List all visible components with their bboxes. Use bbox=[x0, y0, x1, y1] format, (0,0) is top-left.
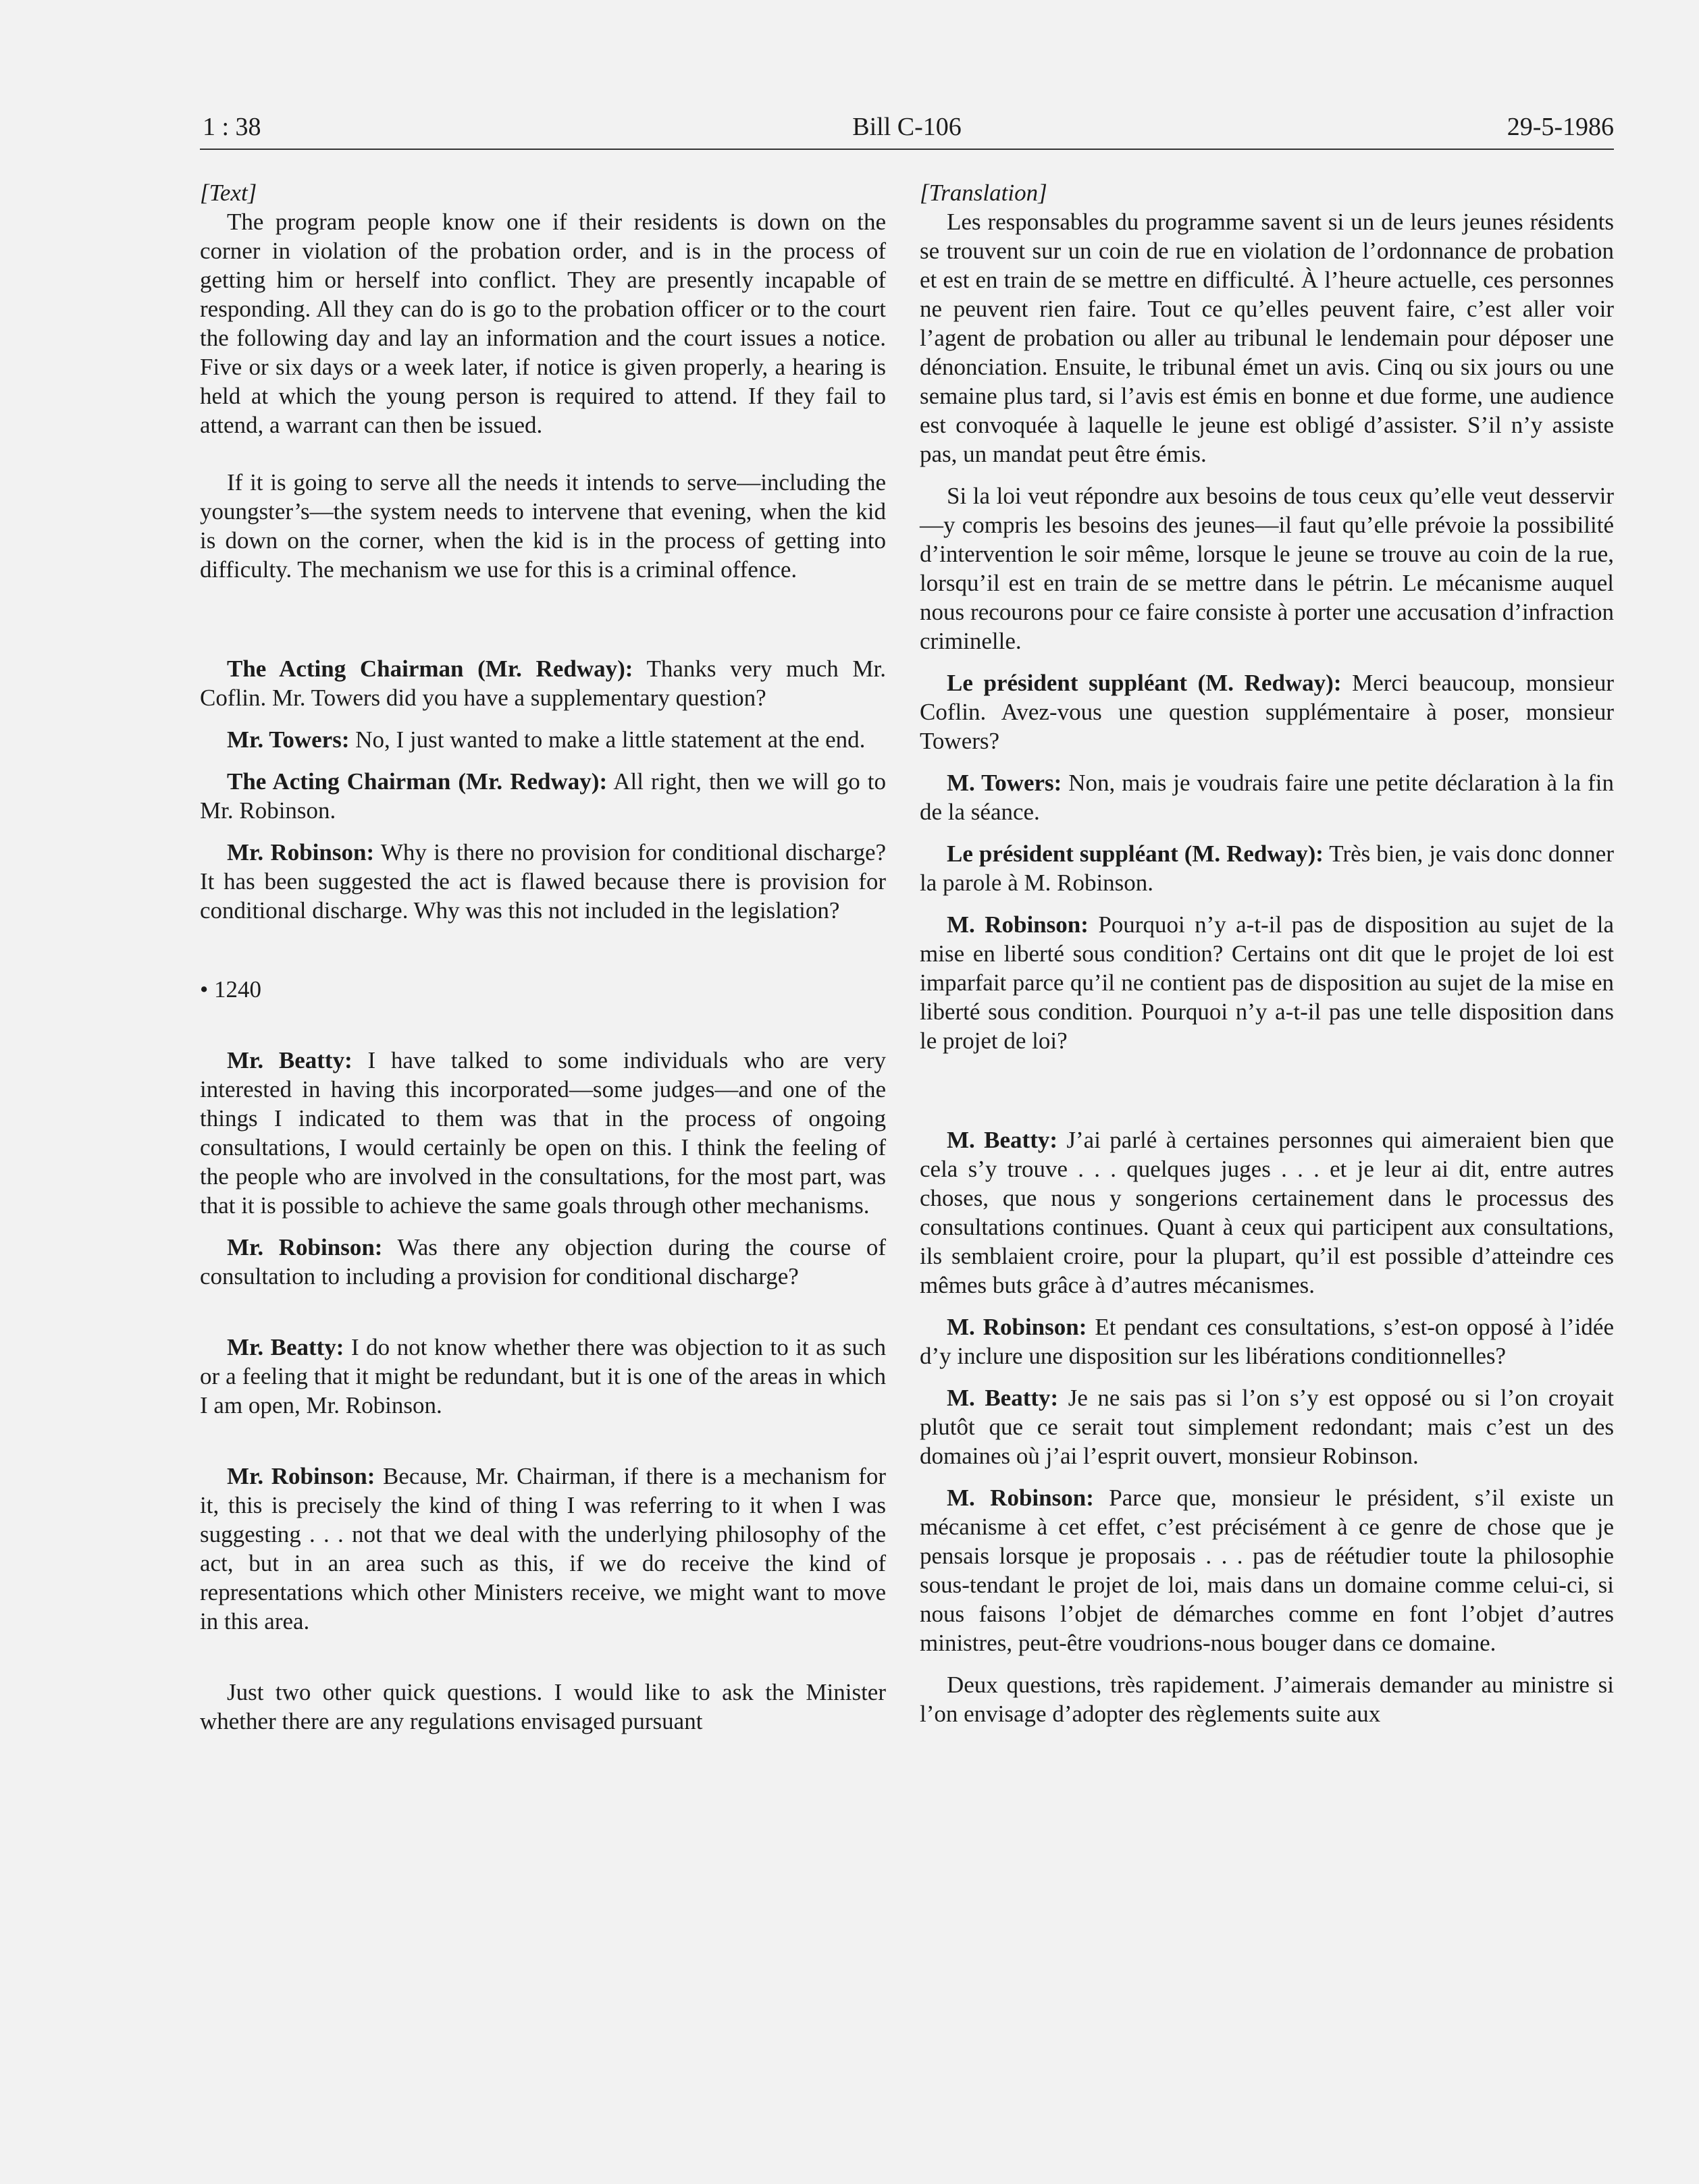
speech bbox=[920, 768, 1614, 826]
speaker-name: M. Robinson: bbox=[947, 1314, 1087, 1340]
speaker-name: Mr. Beatty: bbox=[227, 1047, 352, 1073]
speech bbox=[920, 910, 1614, 1055]
speech-text: Pourquoi n’y a-t-il pas de disposition au sujet de la mise en liberté sous condition? Certains ont dit que le projet de loi est imparfait parce qu’il ne contient pas de disposition au sujet de la mise en liberté sous condition. Pourquoi n’y a-t-il pas une telle disposition dans le projet de loi? bbox=[920, 911, 1614, 1054]
speech bbox=[200, 767, 886, 825]
text-label: [Text] bbox=[200, 180, 257, 206]
speech bbox=[200, 1333, 886, 1420]
speech-text: Because, Mr. Chairman, if there is a mechanism for it, this is precisely the kind of thing I was referring to it when I was suggesting . . . not that we deal with the underlying philosophy of the act, but in an area such as this, if we do receive the kind of representations which other Ministers receive, we might want to move in this area. bbox=[200, 1463, 886, 1634]
english-column bbox=[200, 174, 886, 1736]
speech-text: I have talked to some individuals who are very interested in having this incorporated—some judges—and one of the things I indicated to them was that in the process of ongoing consultations, I would certainly be open on this. I think the feeling of the people who are involved in the consultations, for the most part, was that it is possible to achieve the same goals through other mechanisms. bbox=[200, 1047, 886, 1219]
speech-text: Très bien, je vais donc donner la parole à M. Robinson. bbox=[920, 841, 1614, 896]
speaker-name: M. Beatty: bbox=[947, 1385, 1059, 1411]
bill-title: Bill C-106 bbox=[852, 113, 962, 141]
speaker-name: Le président suppléant (M. Redway): bbox=[947, 670, 1342, 696]
header-date: 29-5-1986 bbox=[1507, 113, 1614, 141]
speaker-name: Mr. Beatty: bbox=[227, 1334, 344, 1360]
speech bbox=[920, 839, 1614, 897]
speech-text: J’ai parlé à certaines personnes qui aimeraient bien que cela s’y trouve . . . quelques juges . . . et je leur ai dit, entre autres choses, que nous y songerions certainement dans le processus des consultations continues. Quant à ceux qui participent aux consultations, ils semblaient croire, pour la plupart, qu’il est possible d’atteindre ces mêmes buts grâce à d’autres mécanismes. bbox=[920, 1127, 1614, 1298]
page-header bbox=[200, 107, 1614, 150]
speech-text: Thanks very much Mr. Coflin. Mr. Towers did you have a supplementary question? bbox=[200, 656, 886, 711]
speech bbox=[200, 1233, 886, 1291]
speech-text: I do not know whether there was objection to it as such or a feeling that it might be redundant, but it is one of the areas in which I am open, Mr. Robinson. bbox=[200, 1334, 887, 1418]
speech bbox=[200, 654, 886, 712]
speech-text: All right, then we will go to Mr. Robinson. bbox=[200, 768, 886, 824]
paragraph: The program people know one if their residents is down on the corner in violation of the probation order, and is in the process of getting him or herself into conflict. They are presently incapable of responding. All they can do is go to the probation officer or to the court the following day and lay an information and the court issues a notice. Five or six days or a week later, if notice is given properly, a hearing is held at which the young person is required to attend. If they fail to attend, a warrant can then be issued. bbox=[200, 209, 886, 438]
speech-text: No, I just wanted to make a little statement at the end. bbox=[349, 726, 866, 753]
speech bbox=[920, 668, 1614, 755]
translation-label: [Translation] bbox=[920, 180, 1047, 206]
speech bbox=[200, 725, 886, 754]
speaker-name: M. Robinson: bbox=[947, 911, 1089, 938]
speaker-name: Mr. Robinson: bbox=[227, 1463, 375, 1489]
speech-text: Et pendant ces consultations, s’est-on opposé à l’idée d’y inclure une disposition sur les libérations conditionnelles? bbox=[920, 1314, 1614, 1369]
speech bbox=[920, 1483, 1614, 1657]
speech-text: Why is there no provision for conditional discharge? It has been suggested the act is flawed because there is provision for conditional discharge. Why was this not included in the legislation? bbox=[200, 839, 887, 924]
paragraph: Si la loi veut répondre aux besoins de tous ceux qu’elle veut desservir—y compris les besoins des jeunes—il faut qu’elle prévoie la possibilité d’intervention le soir même, lorsque le jeune se trouve au coin de la rue, lorsqu’il est en train de se mettre dans le pétrin. Le mécanisme auquel nous recourons pour ce faire consiste à porter une accusation d’infraction criminelle. bbox=[920, 483, 1614, 654]
speaker-name: Le président suppléant (M. Redway): bbox=[947, 841, 1324, 867]
speaker-name: Mr. Robinson: bbox=[227, 1234, 383, 1260]
speaker-name: M. Beatty: bbox=[947, 1127, 1058, 1153]
speech-text: Parce que, monsieur le président, s’il existe un mécanisme à cet effet, c’est précisément à ce genre de chose que je pensais lorsque je proposais . . . pas de réétudier toute la philosophie sous-tendant le projet de loi, mais dans un domaine comme celui-ci, si nous faisons l’objet de démarches comme en font l’objet d’autres ministres, peut-être voudrions-nous bouger dans ce domaine. bbox=[920, 1485, 1614, 1656]
speaker-name: The Acting Chairman (Mr. Redway): bbox=[227, 768, 608, 795]
paragraph: Les responsables du programme savent si un de leurs jeunes résidents se trouvent sur un coin de rue en violation de l’ordonnance de probation et est en train de se mettre en difficulté. À l’heure actuelle, ces personnes ne peuvent rien faire. Tout ce qu’elles peuvent faire, c’est aller voir l’agent de probation ou aller au tribunal le lendemain pour déposer une dénonciation. Ensuite, le tribunal émet un avis. Cinq ou six jours ou une semaine plus tard, si l’avis est émis en bonne et due forme, une audience est convoquée à laquelle le jeune est obligé d’assister. S’il n’y assiste pas, un mandat peut être émis. bbox=[920, 209, 1614, 467]
speech bbox=[200, 838, 886, 925]
speech-text: Merci beaucoup, monsieur Coflin. Avez-vous une question supplémentaire à poser, monsieur Towers? bbox=[920, 670, 1614, 754]
paragraph: Just two other quick questions. I would like to ask the Minister whether there are any regulations envisaged pursuant bbox=[200, 1679, 886, 1734]
speaker-name: The Acting Chairman (Mr. Redway): bbox=[227, 656, 633, 682]
speech bbox=[920, 1312, 1614, 1370]
speaker-name: Mr. Robinson: bbox=[227, 839, 375, 865]
speaker-name: M. Towers: bbox=[947, 770, 1062, 796]
page-number: 1 : 38 bbox=[203, 113, 261, 141]
speech-text: Je ne sais pas si l’on s’y est opposé ou si l’on croyait plutôt que ce serait tout simplement redondant; mais c’est un des domaines où j’ai l’esprit ouvert, monsieur Robinson. bbox=[920, 1385, 1614, 1469]
paragraph: If it is going to serve all the needs it intends to serve—including the youngster’s—the system needs to intervene that evening, when the kid is down on the corner, when the kid is in the process of getting into difficulty. The mechanism we use for this is a criminal offence. bbox=[200, 469, 886, 583]
speech bbox=[920, 1125, 1614, 1300]
paragraph: Deux questions, très rapidement. J’aimerais demander au ministre si l’on envisage d’adopter des règlements suite aux bbox=[920, 1672, 1614, 1727]
speech bbox=[200, 1462, 886, 1636]
speech-text: Was there any objection during the course of consultation to including a provision for conditional discharge? bbox=[200, 1234, 887, 1289]
time-marker: • 1240 bbox=[200, 976, 262, 1003]
speech-text: Non, mais je voudrais faire une petite déclaration à la fin de la séance. bbox=[920, 770, 1614, 825]
speech bbox=[200, 1046, 886, 1220]
speaker-name: M. Robinson: bbox=[947, 1485, 1094, 1511]
french-column bbox=[920, 174, 1614, 1728]
speech bbox=[920, 1383, 1614, 1470]
speaker-name: Mr. Towers: bbox=[227, 726, 350, 753]
